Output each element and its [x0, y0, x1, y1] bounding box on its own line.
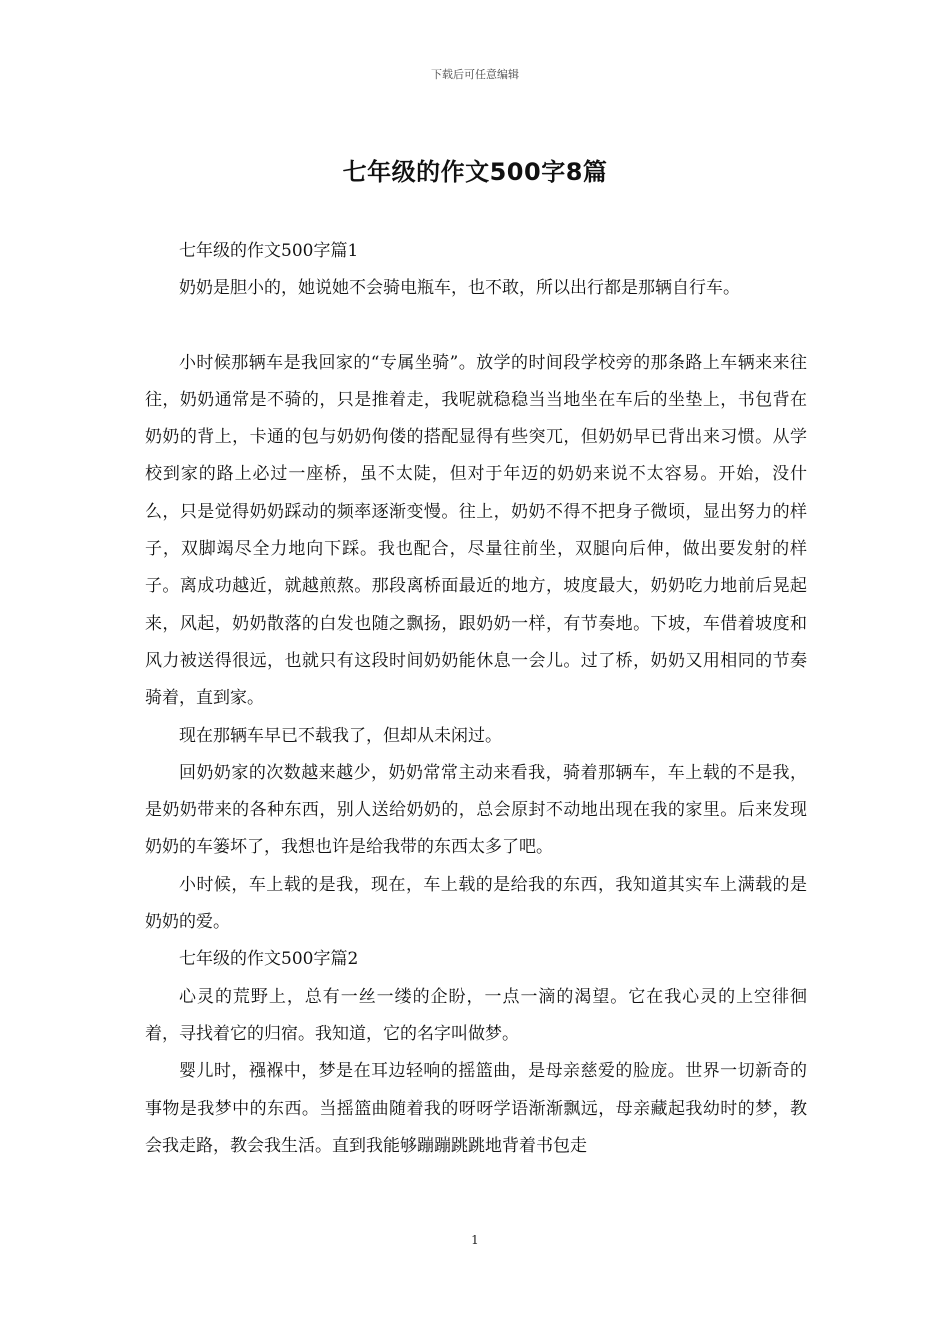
section-heading: 七年级的作文500字篇2: [179, 949, 359, 970]
body-paragraph: 小时候那辆车是我回家的“专属坐骑”。放学的时间段学校旁的那条路上车辆来来往往，奶奶通常是不骑的，只是推着走，我呢就稳稳当当地坐在车后的坐垫上，书包背在奶奶的背上，卡通的包与奶奶佝偻的搭配显得有些突兀，但奶奶早已背出来习惯。从学校到家的路上必过一座桥，虽不太陡，但对于年迈的奶奶来说不太容易。开始，没什么，只是觉得奶奶踩动的频率逐渐变慢。往上，奶奶不得不把身子微顷，显出努力的样子，双脚竭尽全力地向下踩。我也配合，尽量往前坐，双腿向后伸，做出要发射的样子。离成功越近，就越煎熬。那段离桥面最近的地方，坡度最大，奶奶吃力地前后晃起来，风起，奶奶散落的白发也随之飘扬，跟奶奶一样，有节奏地。下坡，车借着坡度和风力被送得很远，也就只有这段时间奶奶能休息一会儿。过了桥，奶奶又用相同的节奏骑着，直到家。: [145, 352, 807, 709]
body-paragraph: 小时候，车上载的是我，现在，车上载的是给我的东西，我知道其实车上满载的是奶奶的爱。: [145, 874, 807, 933]
body-paragraph: 现在那辆车早已不载我了，但却从未闲过。: [179, 725, 502, 746]
section-heading: 七年级的作文500字篇1: [179, 241, 359, 261]
body-paragraph: 心灵的荒野上，总有一丝一缕的企盼，一点一滴的渴望。它在我心灵的上空徘徊着，寻找着它的归宿。我知道，它的名字叫做梦。: [145, 986, 807, 1044]
body-paragraph: 回奶奶家的次数越来越少，奶奶常常主动来看我，骑着那辆车，车上载的不是我，是奶奶带来的各种东西，别人送给奶奶的，总会原封不动地出现在我的家里。后来发现奶奶的车篓坏了，我想也许是给我带的东西太多了吧。: [145, 762, 807, 858]
body-paragraph: 奶奶是胆小的，她说她不会骑电瓶车，也不敢，所以出行都是那辆自行车。: [179, 278, 740, 299]
body-paragraph: 婴儿时，襁褓中，梦是在耳边轻响的摇篮曲，是母亲慈爱的脸庞。世界一切新奇的事物是我梦中的东西。当摇篮曲随着我的呀呀学语渐渐飘远，母亲藏起我幼时的梦，教会我走路，教会我生活。直到我能够蹦蹦跳跳地背着书包走: [145, 1061, 807, 1156]
page-header-note: 下载后可任意编辑: [431, 68, 519, 81]
page-number: 1: [471, 1233, 479, 1247]
document-body: [145, 233, 807, 1165]
document-title: 七年级的作文500字8篇: [342, 158, 608, 186]
